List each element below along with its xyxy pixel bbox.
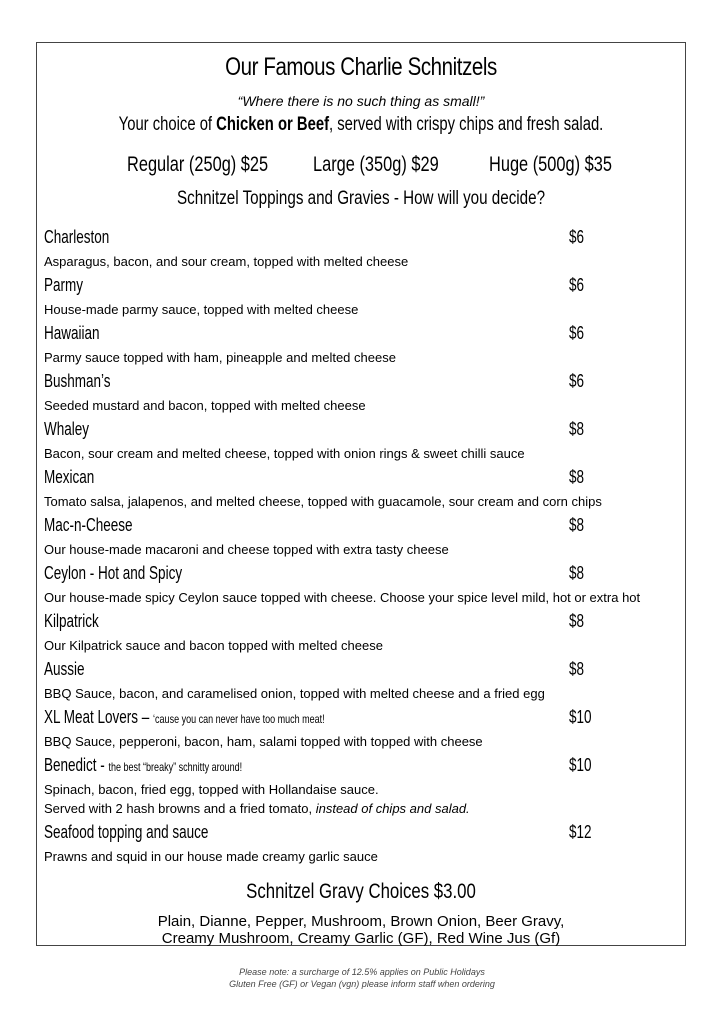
- item-description: Our house-made spicy Ceylon sauce topped with cheese. Choose your spice level mild, hot or extra hot: [44, 590, 641, 605]
- item-description: Bacon, sour cream and melted cheese, topped with onion rings & sweet chilli sauce: [44, 446, 525, 461]
- item-description: Tomato salsa, jalapenos, and melted cheese, topped with guacamole, sour cream and corn chips: [44, 494, 602, 509]
- item-price: $8: [569, 611, 585, 631]
- item-price: $12: [569, 822, 592, 842]
- item-name: Mexican: [44, 467, 95, 487]
- size-large: Large (350g) $29: [313, 153, 439, 176]
- item-name: Mac-n-Cheese: [44, 515, 133, 535]
- item-description: Seeded mustard and bacon, topped with melted cheese: [44, 398, 366, 413]
- item-name: Benedict - the best “breaky” schnitty around!: [44, 755, 243, 775]
- item-note: the best “breaky” schnitty around!: [108, 760, 243, 774]
- item-note: ‘cause you can never have too much meat!: [153, 712, 325, 726]
- item-name: Ceylon - Hot and Spicy: [44, 563, 183, 583]
- item-name: Parmy: [44, 275, 84, 295]
- item-price: $10: [569, 707, 592, 727]
- menu-item: [44, 320, 684, 368]
- footer-dietary-note: Gluten Free (GF) or Vegan (vgn) please inform staff when ordering: [229, 979, 495, 989]
- item-price: $8: [569, 659, 585, 679]
- gravy-options-line1: Plain, Dianne, Pepper, Mushroom, Brown Onion, Beer Gravy,: [157, 913, 565, 930]
- item-description: Asparagus, bacon, and sour cream, topped with melted cheese: [44, 254, 409, 269]
- menu-title: Our Famous Charlie Schnitzels: [225, 53, 497, 81]
- menu-item: [44, 368, 684, 416]
- size-huge: Huge (500g) $35: [489, 153, 612, 176]
- size-options: [37, 153, 685, 181]
- item-name: XL Meat Lovers – ‘cause you can never have too much meat!: [44, 707, 325, 727]
- meat-choice-line: [108, 114, 613, 136]
- item-name: Aussie: [44, 659, 85, 679]
- menu-item: [44, 272, 684, 320]
- choice-bold: Chicken or Beef: [216, 114, 330, 135]
- menu-item: [44, 656, 684, 704]
- item-description: House-made parmy sauce, topped with melted cheese: [44, 302, 359, 317]
- item-price: $8: [569, 515, 585, 535]
- item-description: Parmy sauce topped with ham, pineapple and melted cheese: [44, 350, 396, 365]
- item-name: Hawaiian: [44, 323, 100, 343]
- toppings-heading: Schnitzel Toppings and Gravies - How will you decide?: [176, 188, 546, 209]
- menu-item: [44, 416, 684, 464]
- menu-item: [44, 512, 684, 560]
- choice-suffix: , served with crispy chips and fresh salad.: [329, 114, 604, 135]
- item-price: $8: [569, 563, 585, 583]
- item-description: Our house-made macaroni and cheese topped with extra tasty cheese: [44, 542, 449, 557]
- item-description: Spinach, bacon, fried egg, topped with Hollandaise sauce.: [44, 782, 379, 797]
- menu-item: [44, 608, 684, 656]
- item-price: $10: [569, 755, 592, 775]
- size-regular: Regular (250g) $25: [127, 153, 269, 176]
- menu-item: [44, 704, 684, 752]
- item-name: Charleston: [44, 227, 110, 247]
- item-description: Prawns and squid in our house made creamy garlic sauce: [44, 849, 378, 864]
- menu-tagline: “Where there is no such thing as small!”: [237, 93, 485, 109]
- gravy-title: Schnitzel Gravy Choices $3.00: [246, 880, 476, 903]
- item-price: $6: [569, 275, 585, 295]
- menu-item: [44, 752, 684, 819]
- item-price: $6: [569, 227, 585, 247]
- menu-item: [44, 819, 684, 867]
- item-description-italic: instead of chips and salad.: [315, 801, 470, 816]
- item-name: Kilpatrick: [44, 611, 99, 631]
- item-description: BBQ Sauce, bacon, and caramelised onion, topped with melted cheese and a fried egg: [44, 686, 545, 701]
- item-name: Seafood topping and sauce: [44, 822, 209, 842]
- item-name: Bushman’s: [44, 371, 111, 391]
- gravy-options-line2: Creamy Mushroom, Creamy Garlic (GF), Red Wine Jus (Gf): [161, 930, 561, 947]
- item-price: $6: [569, 323, 585, 343]
- item-price: $8: [569, 419, 585, 439]
- menu-item: [44, 224, 684, 272]
- menu-item: [44, 464, 684, 512]
- menu-frame: [36, 42, 686, 946]
- menu-item: [44, 560, 684, 608]
- toppings-list: [44, 224, 684, 867]
- choice-prefix: Your choice of: [118, 114, 217, 135]
- item-description-line2: Served with 2 hash browns and a fried tomato, instead of chips and salad.: [44, 801, 470, 816]
- item-name: Whaley: [44, 419, 90, 439]
- item-description: Our Kilpatrick sauce and bacon topped with melted cheese: [44, 638, 383, 653]
- item-price: $8: [569, 467, 585, 487]
- footer-surcharge-note: Please note: a surcharge of 12.5% applies on Public Holidays: [239, 967, 485, 977]
- item-description: BBQ Sauce, pepperoni, bacon, ham, salami topped with topped with cheese: [44, 734, 483, 749]
- item-price: $6: [569, 371, 585, 391]
